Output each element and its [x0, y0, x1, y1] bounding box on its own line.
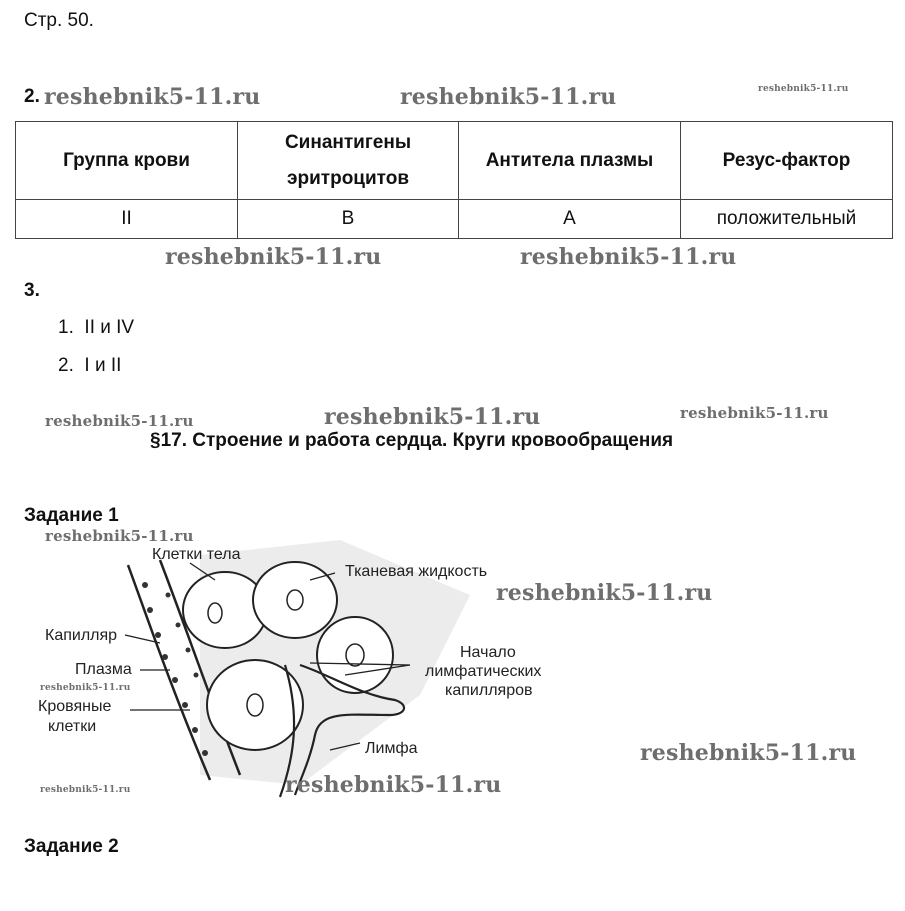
- label-lymph: Лимфа: [365, 740, 418, 757]
- label-capillary: Капилляр: [45, 627, 118, 644]
- label-body-cells: Клетки тела: [152, 546, 241, 563]
- list-item-number: 2.: [58, 355, 74, 376]
- task-1-title: Задание 1: [24, 505, 119, 526]
- watermark: reshebnik5-11.ru: [324, 404, 541, 430]
- label-blood-cells: клетки: [48, 718, 97, 735]
- watermark: reshebnik5-11.ru: [45, 527, 194, 545]
- watermark: reshebnik5-11.ru: [40, 785, 131, 795]
- table-cell: II: [16, 200, 238, 239]
- watermark: reshebnik5-11.ru: [400, 84, 617, 110]
- body-cell: [253, 562, 337, 638]
- list-item-number: 1.: [58, 317, 74, 338]
- page-number: Стр. 50.: [24, 10, 94, 31]
- body-cell: [317, 617, 393, 693]
- table-header: Резус-фактор: [681, 122, 893, 200]
- label-tissue-fluid: Тканевая жидкость: [345, 563, 488, 580]
- watermark: reshebnik5-11.ru: [680, 404, 829, 422]
- table-row: [16, 200, 893, 239]
- watermark: reshebnik5-11.ru: [285, 772, 502, 798]
- body-cell: [207, 660, 303, 750]
- table-cell: A: [459, 200, 681, 239]
- table-cell: B: [238, 200, 459, 239]
- watermark: reshebnik5-11.ru: [165, 244, 382, 270]
- label-plasma: Плазма: [75, 661, 132, 678]
- list-item: [58, 317, 134, 339]
- label-lymph-start: Начало: [460, 644, 516, 661]
- list-item: [58, 355, 121, 377]
- list-item-text: I и II: [84, 355, 122, 376]
- watermark: reshebnik5-11.ru: [640, 740, 857, 766]
- label-lymph-start: капилляров: [445, 682, 533, 699]
- watermark: reshebnik5-11.ru: [520, 244, 737, 270]
- watermark: reshebnik5-11.ru: [44, 84, 261, 110]
- watermark: reshebnik5-11.ru: [758, 84, 849, 94]
- label-blood-cells: Кровяные: [38, 698, 112, 715]
- table-header: Антитела плазмы: [459, 122, 681, 200]
- question-3-number: 3.: [24, 280, 40, 301]
- list-item-text: II и IV: [84, 317, 135, 338]
- table-cell: положительный: [681, 200, 893, 239]
- watermark: reshebnik5-11.ru: [496, 580, 713, 606]
- question-2-number: 2.: [24, 86, 40, 107]
- task-2-title: Задание 2: [24, 836, 119, 857]
- blood-group-table: [15, 121, 893, 239]
- table-header: Группа крови: [16, 122, 238, 200]
- table-header: Синантигены эритроцитов: [238, 122, 459, 200]
- table-header-row: [16, 122, 893, 200]
- watermark: reshebnik5-11.ru: [40, 683, 131, 693]
- section-title: §17. Строение и работа сердца. Круги кровообращения: [150, 430, 674, 451]
- watermark: reshebnik5-11.ru: [45, 412, 194, 430]
- label-lymph-start: лимфатических: [425, 663, 542, 680]
